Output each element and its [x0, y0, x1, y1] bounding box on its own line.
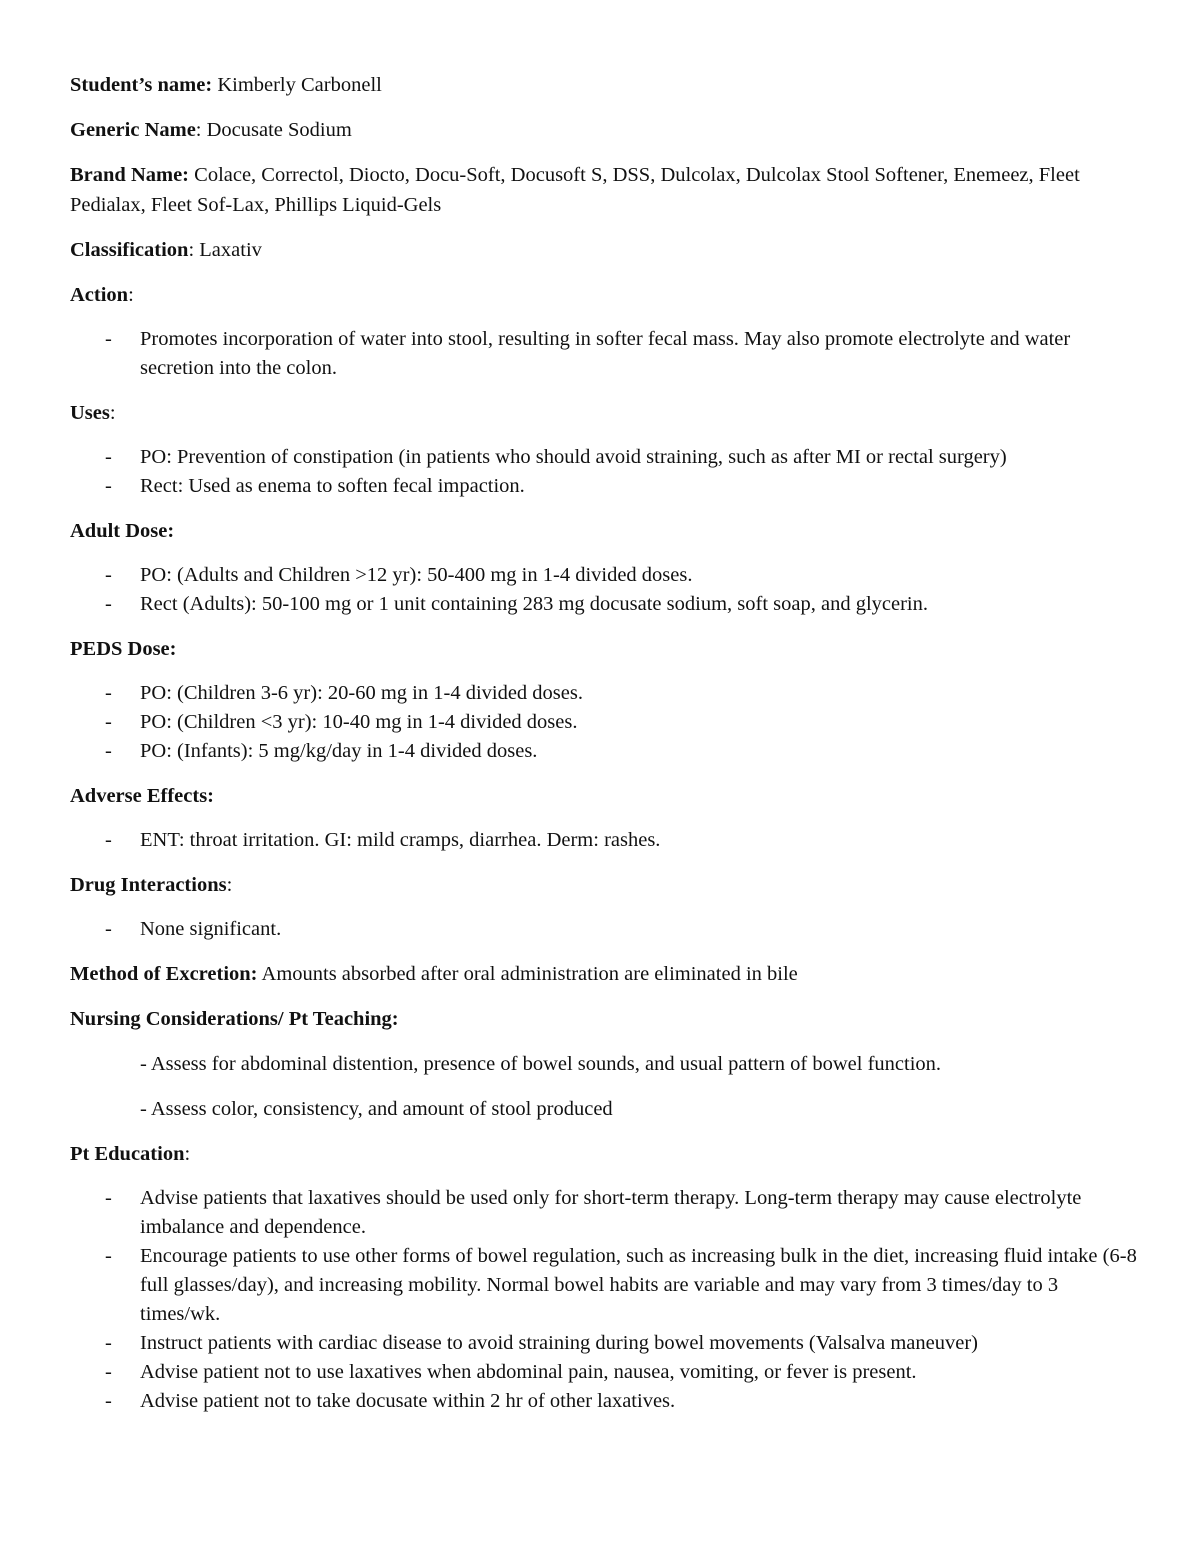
- peds-dose-item-text: PO: (Children <3 yr): 10-40 mg in 1-4 divided doses.: [140, 711, 578, 733]
- uses-list: [70, 443, 1140, 501]
- adult-dose-list: [70, 561, 1140, 619]
- pt-education-item-text: Encourage patients to use other forms of bowel regulation, such as increasing bulk in the diet, increasing fluid intake (6-8 full glasses/day), and increasing mobility. Normal bowel habits are variable and may vary from 3 times/day to 3 times/wk.: [140, 1245, 1137, 1325]
- dash-bullet: -: [105, 593, 112, 615]
- pt-education-item-text: Instruct patients with cardiac disease to avoid straining during bowel movements (Valsalva maneuver): [140, 1332, 978, 1354]
- nursing-paragraph: - Assess for abdominal distention, presence of bowel sounds, and usual pattern of bowel function.: [140, 1053, 942, 1075]
- dash-bullet: -: [105, 1187, 112, 1209]
- list-item: [70, 679, 1140, 708]
- dash-bullet: -: [105, 918, 112, 940]
- list-item: [70, 915, 1140, 944]
- nursing-heading: [70, 1004, 1140, 1034]
- list-item: [70, 472, 1140, 501]
- list-item: [70, 1358, 1140, 1387]
- action-list: [70, 325, 1140, 383]
- adult-dose-item-text: Rect (Adults): 50-100 mg or 1 unit containing 283 mg docusate sodium, soft soap, and glycerin.: [140, 593, 928, 615]
- dash-bullet: -: [105, 1332, 112, 1354]
- list-item: [70, 1184, 1140, 1242]
- drug-interactions-heading: [70, 870, 1140, 900]
- adult-dose-item-text: PO: (Adults and Children >12 yr): 50-400 mg in 1-4 divided doses.: [140, 564, 693, 586]
- uses-label: Uses: [70, 402, 110, 424]
- excretion-field: [70, 959, 1140, 989]
- list-item: [70, 443, 1140, 472]
- drug-interactions-suffix: :: [226, 874, 233, 896]
- adverse-effects-heading: [70, 781, 1140, 811]
- dash-bullet: -: [105, 1361, 112, 1383]
- pt-education-item-text: Advise patients that laxatives should be used only for short-term therapy. Long-term therapy may cause electrolyte imbalance and dependence.: [140, 1187, 1082, 1238]
- peds-dose-heading: [70, 634, 1140, 664]
- excretion-value: Amounts absorbed after oral administration are eliminated in bile: [257, 963, 798, 985]
- pt-education-suffix: :: [184, 1143, 191, 1165]
- adverse-effects-item-text: ENT: throat irritation. GI: mild cramps, diarrhea. Derm: rashes.: [140, 829, 661, 851]
- uses-item-text: Rect: Used as enema to soften fecal impaction.: [140, 475, 525, 497]
- dash-bullet: -: [105, 1390, 112, 1412]
- excretion-label: Method of Excretion:: [70, 963, 258, 985]
- dash-bullet: -: [105, 711, 112, 733]
- action-heading: [70, 280, 1140, 310]
- list-item: [70, 1242, 1140, 1329]
- dash-bullet: -: [105, 564, 112, 586]
- nursing-paragraph: - Assess color, consistency, and amount of stool produced: [140, 1098, 613, 1120]
- list-item: [70, 325, 1140, 383]
- brand-name-label: Brand Name:: [70, 164, 190, 186]
- generic-name-value: : Docusate Sodium: [195, 119, 352, 141]
- pt-education-list: [70, 1184, 1140, 1416]
- adult-dose-heading: [70, 516, 1140, 546]
- peds-dose-item-text: PO: (Children 3-6 yr): 20-60 mg in 1-4 divided doses.: [140, 682, 583, 704]
- drug-interactions-item-text: None significant.: [140, 918, 282, 940]
- adult-dose-label: Adult Dose:: [70, 520, 175, 542]
- drug-interactions-label: Drug Interactions: [70, 874, 227, 896]
- student-name-field: [70, 70, 1140, 100]
- dash-bullet: -: [105, 740, 112, 762]
- brand-name-field: [70, 160, 1140, 220]
- classification-value: : Laxativ: [188, 239, 262, 261]
- adverse-effects-list: [70, 826, 1140, 855]
- classification-field: [70, 235, 1140, 265]
- list-item: [70, 561, 1140, 590]
- uses-suffix: :: [109, 402, 116, 424]
- peds-dose-list: [70, 679, 1140, 766]
- pt-education-item-text: Advise patient not to take docusate within 2 hr of other laxatives.: [140, 1390, 676, 1412]
- generic-name-label: Generic Name: [70, 119, 196, 141]
- list-item: [70, 737, 1140, 766]
- dash-bullet: -: [105, 829, 112, 851]
- uses-heading: [70, 398, 1140, 428]
- dash-bullet: -: [105, 682, 112, 704]
- list-item: [70, 708, 1140, 737]
- adverse-effects-label: Adverse Effects:: [70, 785, 215, 807]
- action-suffix: :: [128, 284, 134, 306]
- classification-label: Classification: [70, 239, 189, 261]
- dash-bullet: -: [105, 1245, 112, 1267]
- student-name-label: Student’s name:: [70, 74, 213, 96]
- pt-education-heading: [70, 1139, 1140, 1169]
- drug-interactions-list: [70, 915, 1140, 944]
- nursing-label: Nursing Considerations/ Pt Teaching:: [70, 1008, 399, 1030]
- dash-bullet: -: [105, 328, 112, 350]
- drug-card-document: [70, 70, 1140, 1431]
- action-label: Action: [70, 284, 129, 306]
- list-item: [70, 590, 1140, 619]
- dash-bullet: -: [105, 475, 112, 497]
- brand-name-value: Colace, Correctol, Diocto, Docu-Soft, Docusoft S, DSS, Dulcolax, Dulcolax Stool Softener, Enemeez, Fleet Pedialax, Fleet Sof-Lax, Phillips Liquid-Gels: [70, 164, 1080, 216]
- generic-name-field: [70, 115, 1140, 145]
- pt-education-label: Pt Education: [70, 1143, 185, 1165]
- uses-item-text: PO: Prevention of constipation (in patients who should avoid straining, such as after MI or rectal surgery): [140, 446, 1007, 468]
- action-item-text: Promotes incorporation of water into stool, resulting in softer fecal mass. May also promote electrolyte and water secretion into the colon.: [140, 328, 1071, 379]
- peds-dose-label: PEDS Dose:: [70, 638, 177, 660]
- pt-education-item-text: Advise patient not to use laxatives when abdominal pain, nausea, vomiting, or fever is present.: [140, 1361, 917, 1383]
- peds-dose-item-text: PO: (Infants): 5 mg/kg/day in 1-4 divided doses.: [140, 740, 538, 762]
- dash-bullet: -: [105, 446, 112, 468]
- list-item: [70, 826, 1140, 855]
- list-item: [70, 1329, 1140, 1358]
- student-name-value: Kimberly Carbonell: [212, 74, 382, 96]
- list-item: [70, 1387, 1140, 1416]
